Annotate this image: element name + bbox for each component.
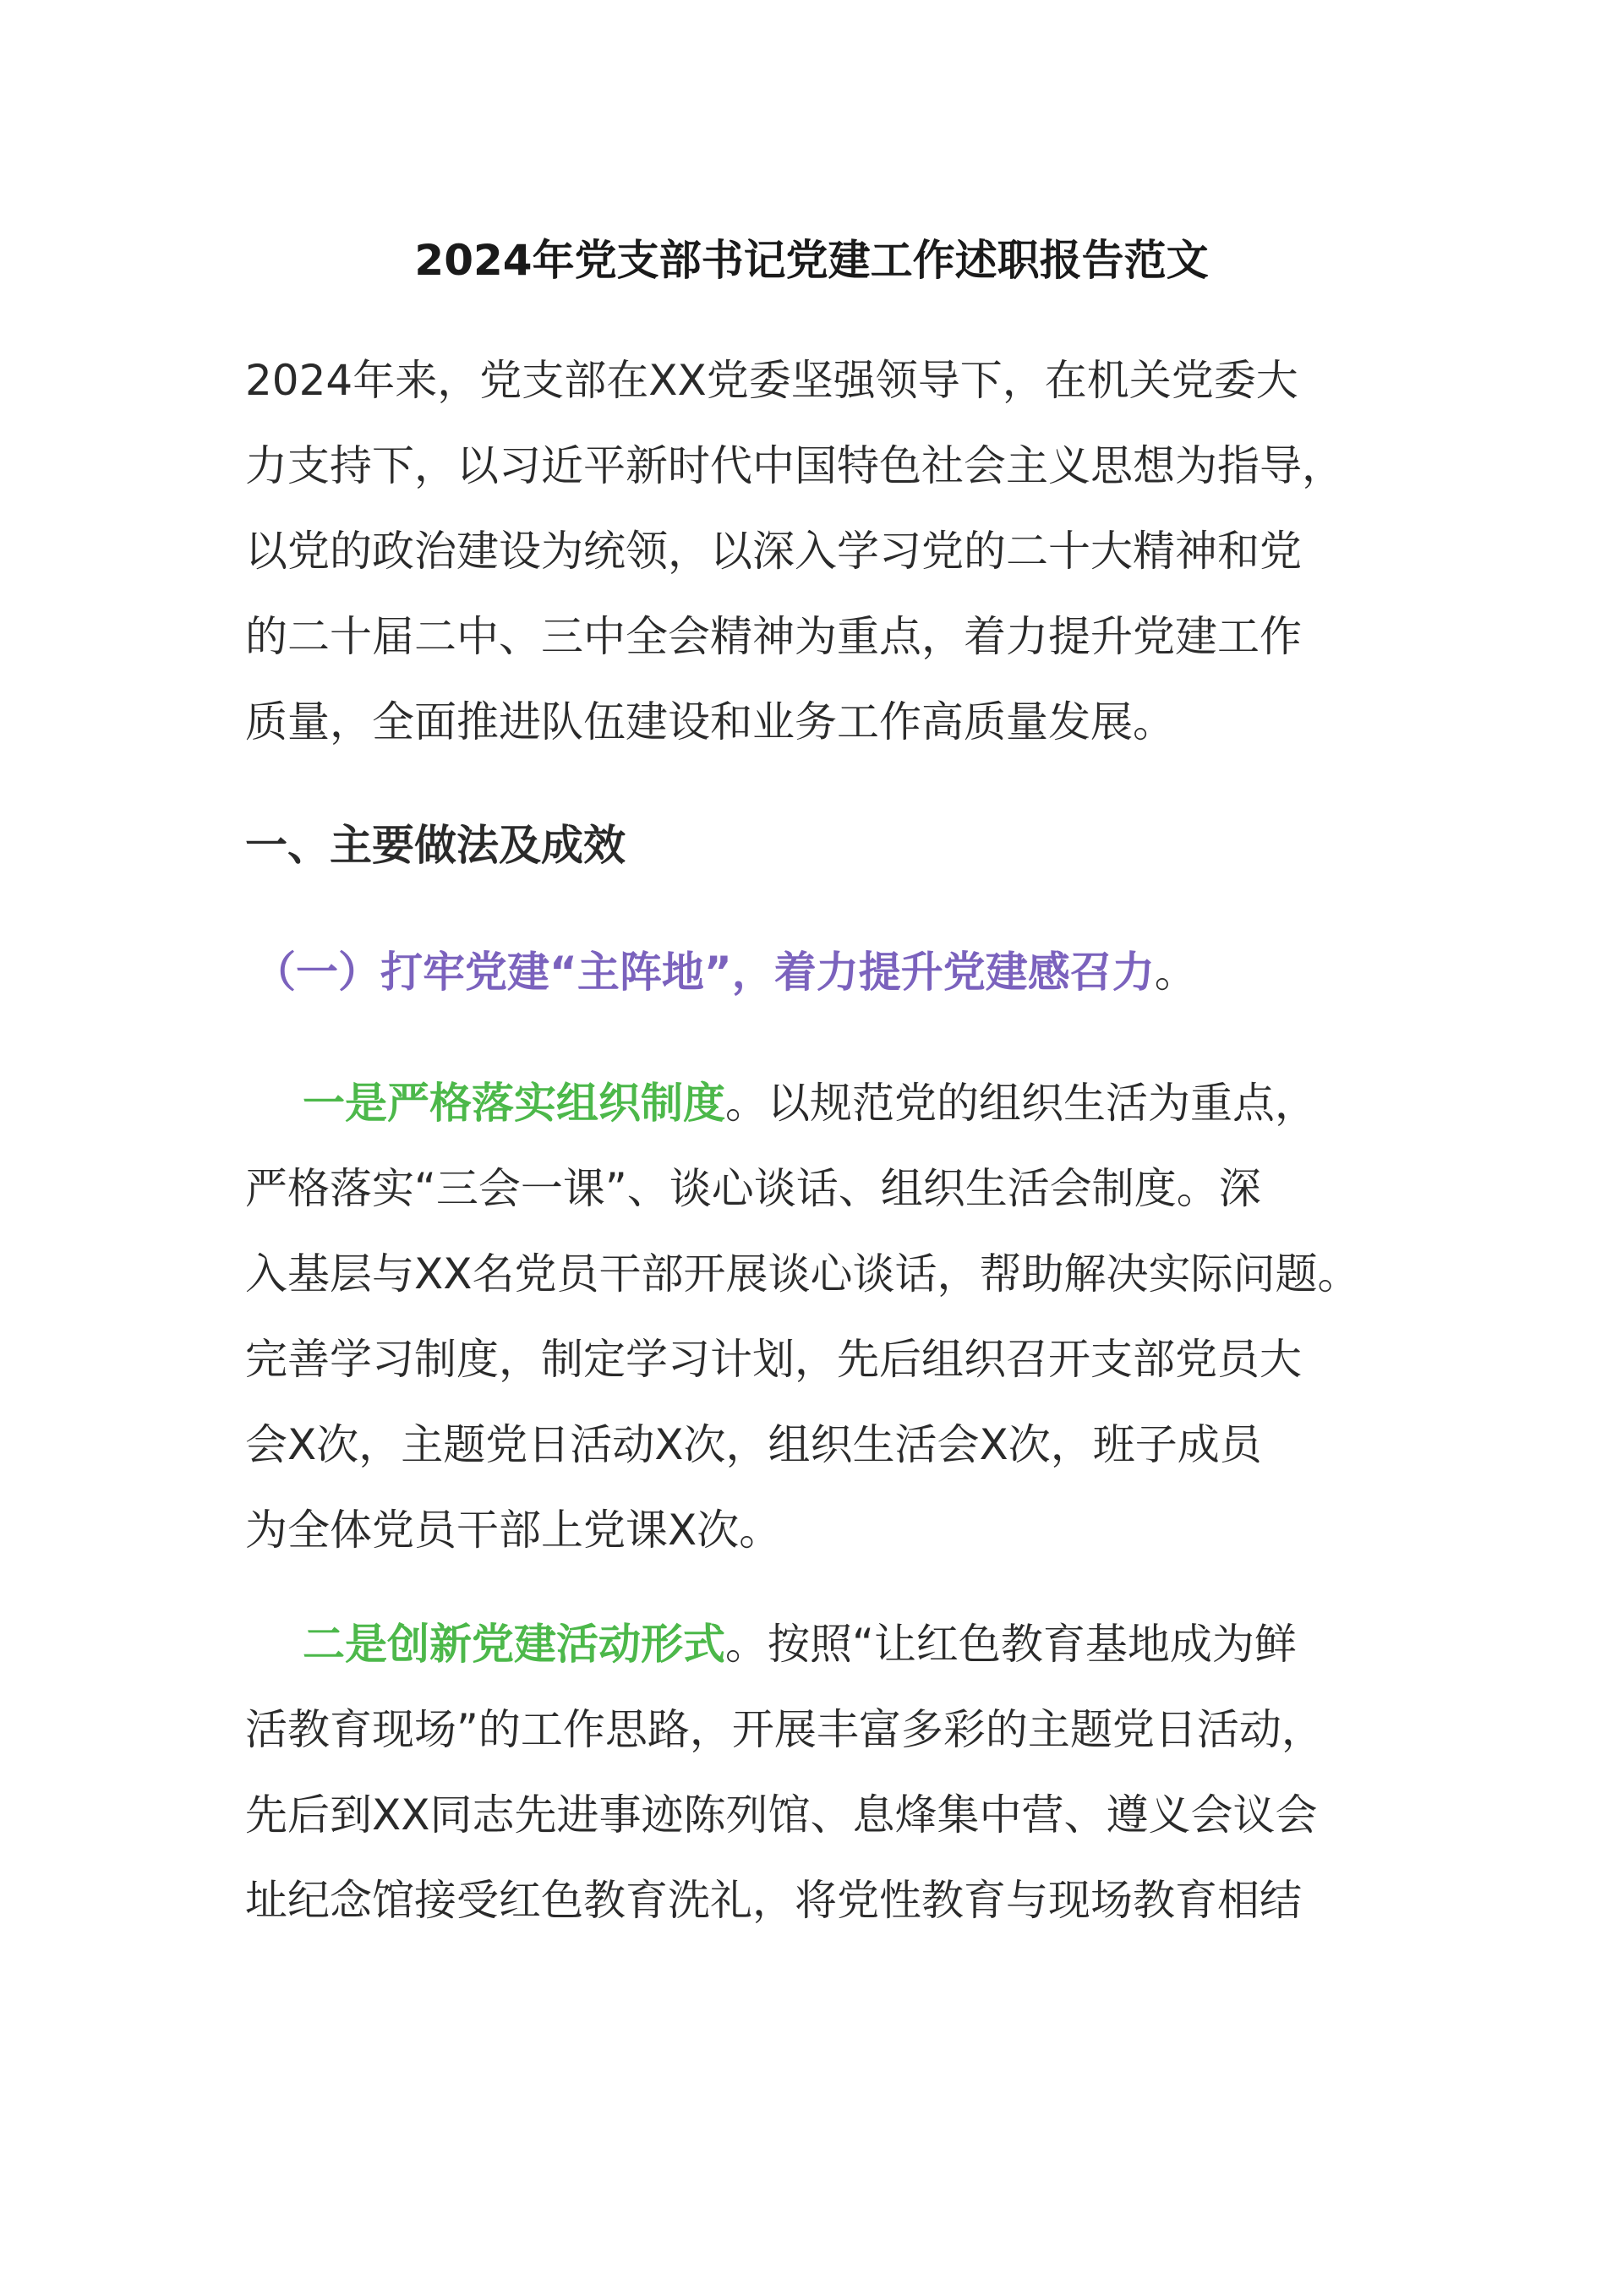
intro-line: 以党的政治建设为统领，以深入学习党的二十大精神和党: [245, 527, 1302, 576]
subsection-heading: [254, 938, 1197, 1006]
subsection-heading-text: （一）打牢党建“主阵地”，着力提升党建感召力: [254, 948, 1155, 997]
point-one-first-line: [245, 1061, 1403, 1146]
point-one-line: 为全体党员干部上党课X次。: [245, 1506, 782, 1555]
point-one-line: 严格落实“三会一课”、谈心谈话、组织生活会制度。深: [245, 1164, 1261, 1213]
document-title: 2024年党支部书记党建工作述职报告范文: [414, 236, 1209, 285]
point-two-line: 先后到XX同志先进事迹陈列馆、息烽集中营、遵义会议会: [245, 1790, 1318, 1840]
point-two-line: 活教育现场”的工作思路，开展丰富多彩的主题党日活动，: [245, 1705, 1324, 1754]
point-two-paragraph: [245, 1602, 1403, 1943]
point-one-first-line-rest: 。以规范党的组织生活为重点，: [725, 1079, 1317, 1128]
intro-line: 2024年来，党支部在XX党委坚强领导下，在机关党委大: [245, 356, 1298, 405]
intro-line: 的二十届二中、三中全会精神为重点，着力提升党建工作: [245, 612, 1302, 661]
point-one-paragraph: [245, 1061, 1403, 1573]
point-two-first-line-rest: 。按照“让红色教育基地成为鲜: [725, 1620, 1297, 1669]
point-one-line: 完善学习制度，制定学习计划，先后组织召开支部党员大: [245, 1335, 1302, 1384]
point-two-lead: 二是创新党建活动形式: [303, 1620, 725, 1669]
point-one-line: 入基层与XX名党员干部开展谈心谈话，帮助解决实际问题。: [245, 1249, 1360, 1298]
section-heading: 一、主要做法及成效: [245, 821, 626, 870]
subsection-heading-period: 。: [1154, 948, 1197, 997]
point-two-line: 址纪念馆接受红色教育洗礼，将党性教育与现场教育相结: [245, 1876, 1302, 1925]
point-one-lead: 一是严格落实组织制度: [303, 1079, 725, 1128]
intro-line: 质量，全面推进队伍建设和业务工作高质量发展。: [245, 697, 1175, 746]
intro-line: 力支持下，以习近平新时代中国特色社会主义思想为指导，: [245, 441, 1344, 490]
point-one-line: 会X次，主题党日活动X次，组织生活会X次，班子成员: [245, 1420, 1262, 1469]
point-two-first-line: [245, 1602, 1403, 1687]
intro-paragraph: [245, 338, 1403, 765]
